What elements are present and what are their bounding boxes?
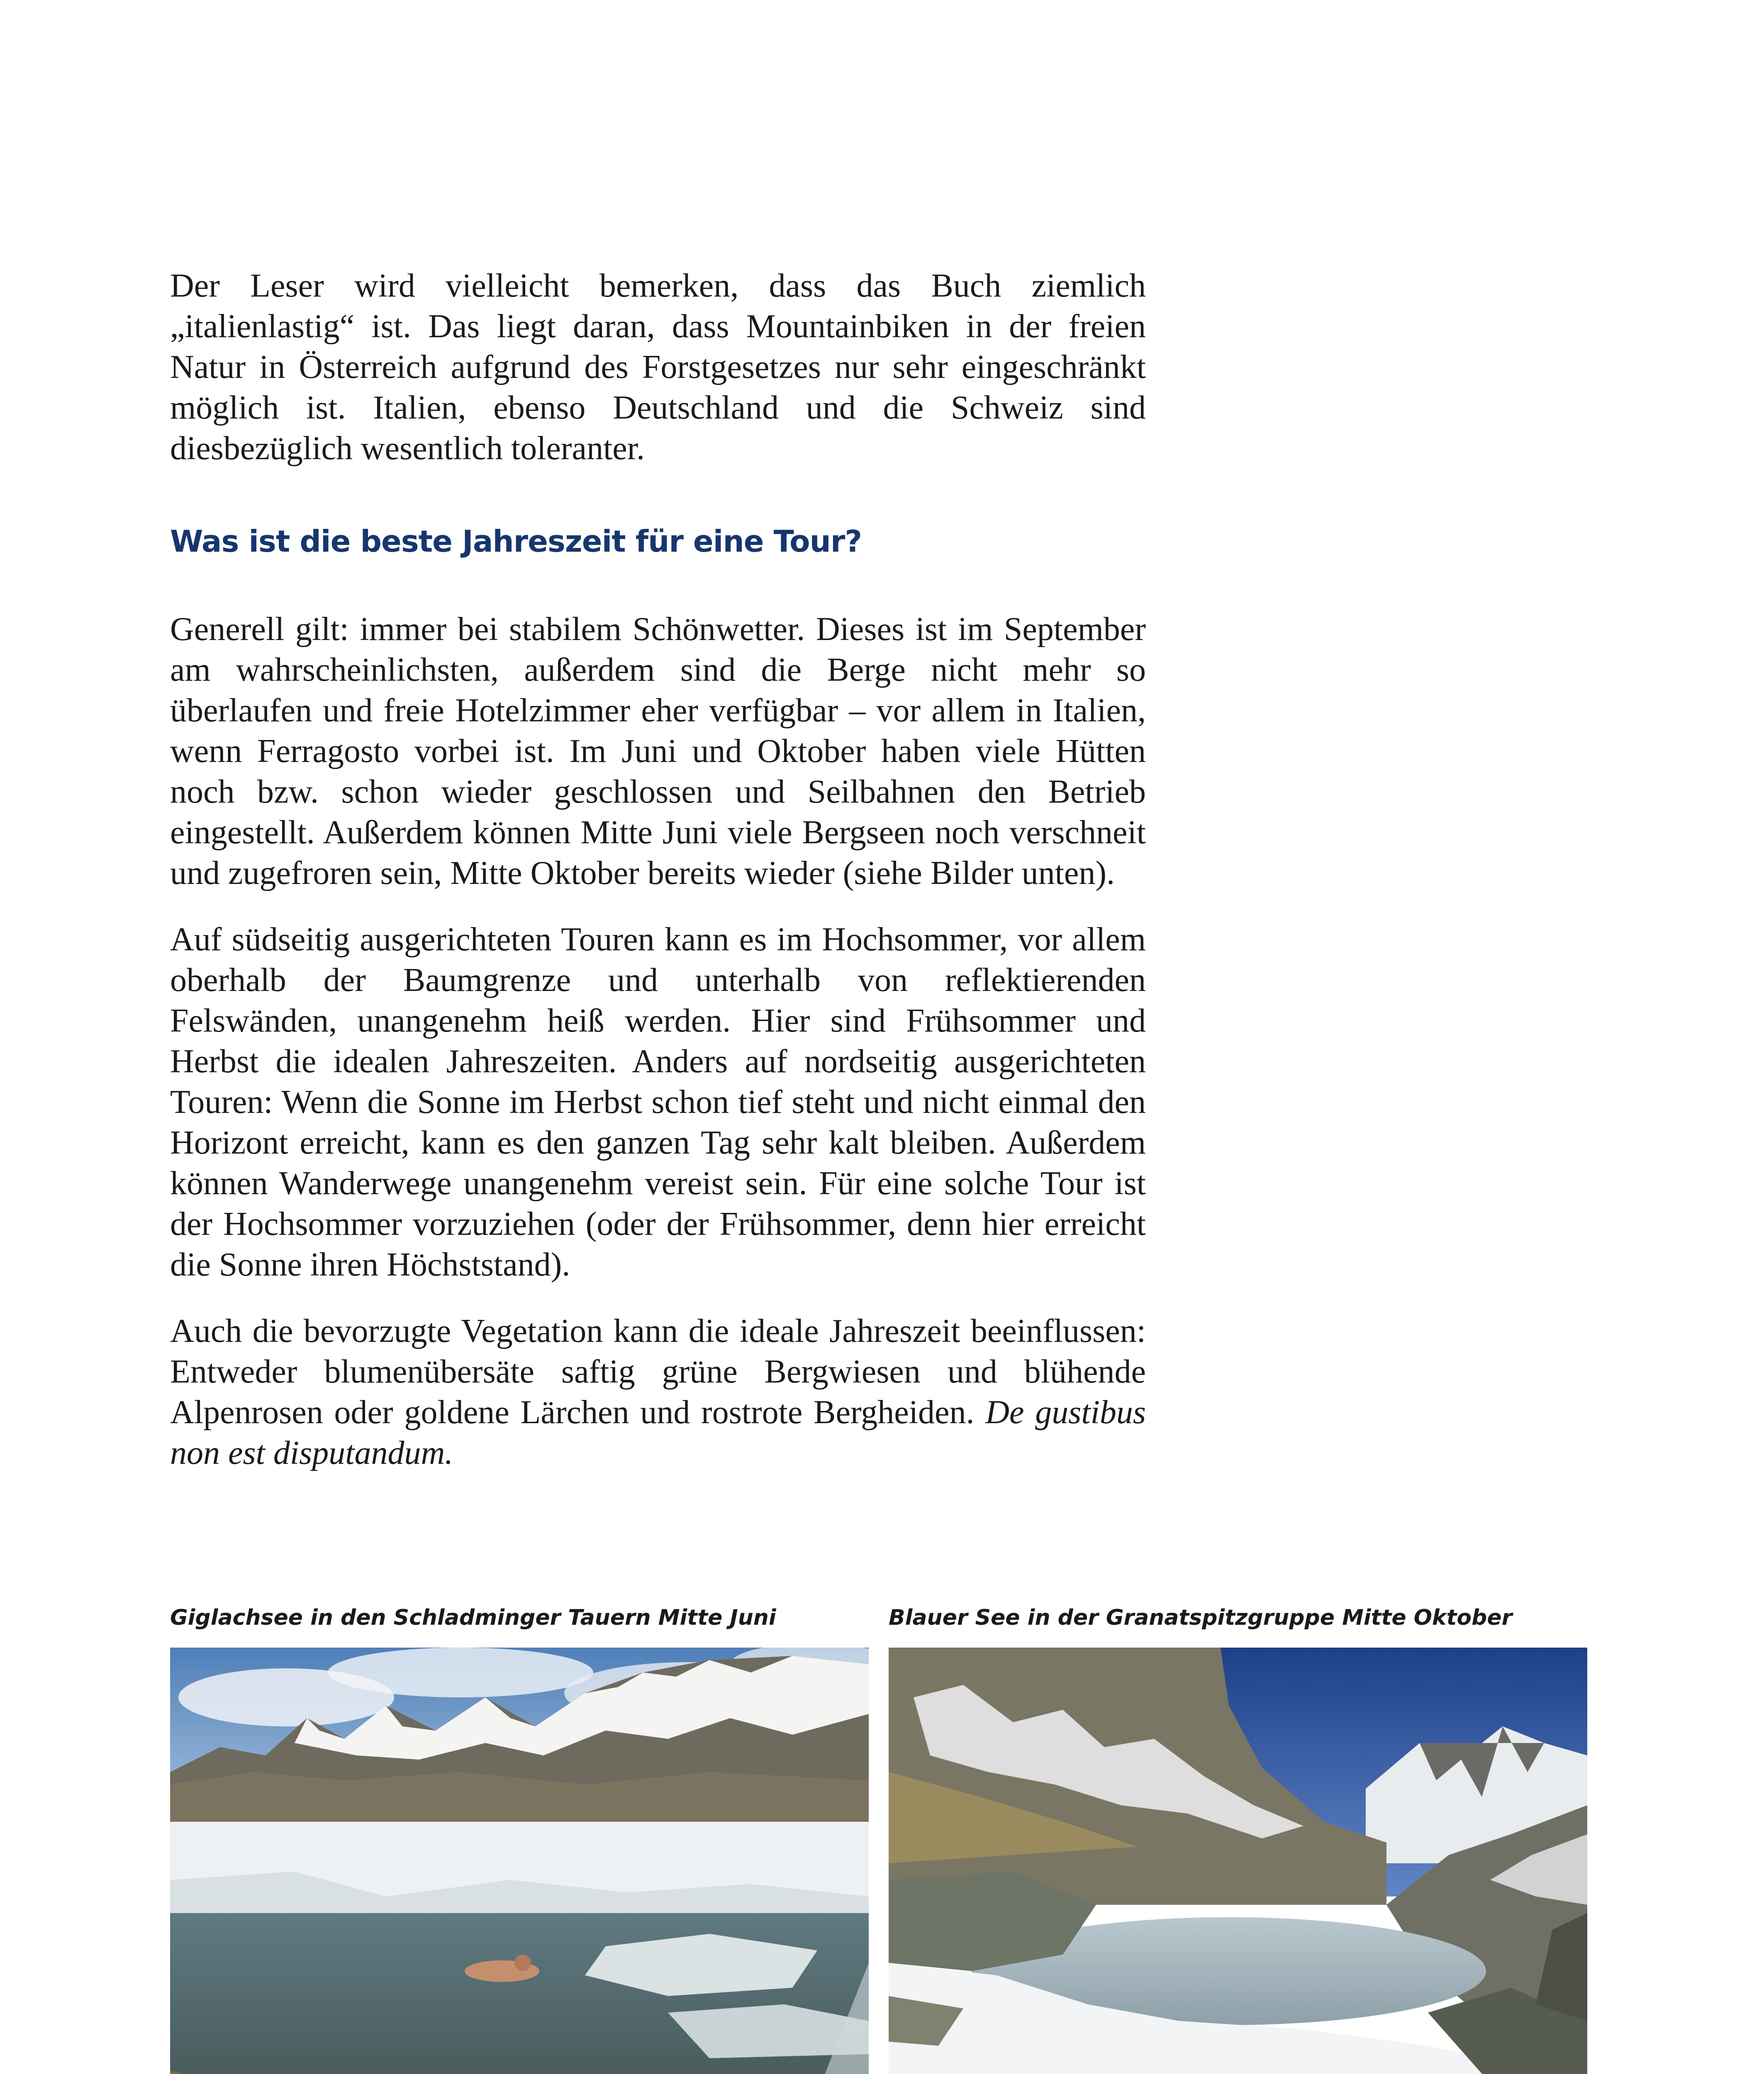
paragraph-weather: Generell gilt: immer bei stabilem Schönwetter. Dieses ist im September am wahrscheinlichsten, außerdem sind die Berge nicht mehr so überlaufen und freie Hotelzimmer eher verfügbar – vor allem in Italien, wenn Ferragosto vorbei ist. Im Juni und Oktober haben viele Hütten noch bzw. schon wieder geschlossen und Seilbahnen den Betrieb eingestellt. Außerdem können Mitte Juni viele Bergseen noch verschneit und zugefroren sein, Mitte Oktober bereits wieder (siehe Bilder unten). <box>170 611 1146 891</box>
caption-left: Giglachsee in den Schladminger Tauern Mitte Juni <box>170 1605 776 1630</box>
photo-blauer-see <box>889 1648 1587 2074</box>
blauer-see-illustration <box>889 1648 1587 2074</box>
photo-giglachsee <box>170 1648 869 2074</box>
caption-right: Blauer See in der Granatspitzgruppe Mitte Oktober <box>889 1605 1513 1630</box>
vegetation-text: Auch die bevorzugte Vegetation kann die ideale Jahreszeit beeinflussen: Entweder blumenübersäte saftig grüne Bergwiesen und blühende Alpenrosen oder goldene Lärchen und rostrote Bergheiden. <box>170 1313 1146 1431</box>
paragraph-orientation: Auf südseitig ausgerichteten Touren kann es im Hochsommer, vor allem oberhalb der Baumgrenze und unterhalb von reflektierenden Felswänden, unangenehm heiß werden. Hier sind Frühsommer und Herbst die idealen Jahreszeiten. Anders auf nordseitig ausgerichteten Touren: Wenn die Sonne im Herbst schon tief steht und nicht einmal den Horizont erreicht, kann es den ganzen Tag sehr kalt bleiben. Außerdem können Wanderwege unangenehm vereist sein. Für eine solche Tour ist der Hochsommer vorzuziehen (oder der Frühsommer, denn hier erreicht die Sonne ihren Höchststand). <box>170 921 1146 1283</box>
giglachsee-illustration <box>170 1648 869 2074</box>
paragraph-intro: Der Leser wird vielleicht bemerken, dass das Buch ziemlich „italienlastig“ ist. Das liegt daran, dass Mountainbiken in der freien Natur in Österreich aufgrund des Forstgesetzes nur sehr eingeschränkt möglich ist. Italien, ebenso Deutschland und die Schweiz sind diesbezüglich wesentlich toleranter. <box>170 268 1146 467</box>
paragraph-vegetation <box>170 1311 1146 1473</box>
main-text <box>170 265 1146 1499</box>
section-heading: Was ist die beste Jahreszeit für eine Tour? <box>170 524 862 559</box>
latin-phrase: De gustibus non est disputandum. <box>170 1394 1146 1471</box>
